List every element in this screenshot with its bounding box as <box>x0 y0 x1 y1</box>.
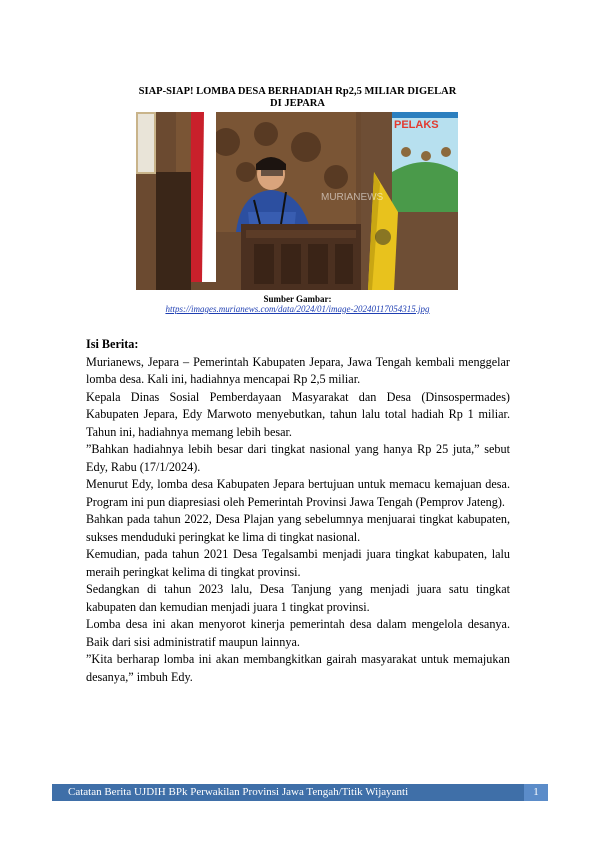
source-label: Sumber Gambar: <box>263 294 332 304</box>
footer-text: Catatan Berita UJDIH BPk Perwakilan Provinsi Jawa Tengah/Titik Wijayanti <box>68 786 409 798</box>
news-photo <box>136 112 458 290</box>
page-footer <box>52 784 548 801</box>
banner-text: PELAKS <box>394 119 439 131</box>
paragraph: Menurut Edy, lomba desa Kabupaten Jepara bertujuan untuk memacu kemajuan desa. Program ini pun diapresiasi oleh Pemerintah Provinsi Jawa Tengah (Pemprov Jateng). <box>86 477 510 509</box>
paragraph: ”Kita berharap lomba ini akan membangkitkan gairah masyarakat untuk memajukan desanya,” imbuh Edy. <box>86 652 510 684</box>
article-title <box>100 86 495 110</box>
content-heading: Isi Berita: <box>86 337 139 351</box>
watermark-text: MURIANEWS <box>321 192 384 203</box>
paragraph: Bahkan pada tahun 2022, Desa Plajan yang sebelumnya menjuarai tingkat kabupaten, sukses menduduki peringkat ke lima di tingkat nasional. <box>86 512 510 544</box>
paragraph: Kepala Dinas Sosial Pemberdayaan Masyarakat dan Desa (Dinsospermades) Kabupaten Jepara, Edy Marwoto menyebutkan, tahun lalu total hadiah Rp 1 miliar. Tahun ini, hadiahnya memang lebih besar. <box>86 389 510 439</box>
source-link[interactable]: https://images.murianews.com/data/2024/01/image-20240117054315.jpg <box>165 304 430 314</box>
title-line-1: SIAP-SIAP! LOMBA DESA BERHADIAH Rp2,5 MILIAR DIGELAR <box>138 86 457 97</box>
paragraph: Lomba desa ini akan menyorot kinerja pemerintah desa dalam mengelola desanya. Baik dari sisi administratif maupun lainnya. <box>86 617 510 649</box>
paragraph: Murianews, Jepara – Pemerintah Kabupaten Jepara, Jawa Tengah kembali menggelar lomba desa. Kali ini, hadiahnya mencapai Rp 2,5 miliar. <box>86 354 510 386</box>
paragraph: Kemudian, pada tahun 2021 Desa Tegalsambi menjadi juara tingkat kabupaten, lalu meraih peringkat kelima di tingkat provinsi. <box>86 547 510 579</box>
paragraph: Sedangkan di tahun 2023 lalu, Desa Tanjung yang menjadi juara satu tingkat kabupaten dan kemudian menjadi juara 1 tingkat provinsi. <box>86 582 510 614</box>
paragraph: ”Bahkan hadiahnya lebih besar dari tingkat nasional yang hanya Rp 25 juta,” sebut Edy, Rabu (17/1/2024). <box>86 442 510 474</box>
page-number: 1 <box>524 784 548 801</box>
image-caption <box>100 294 495 315</box>
title-line-2: DI JEPARA <box>270 98 325 109</box>
article-body <box>86 336 510 686</box>
